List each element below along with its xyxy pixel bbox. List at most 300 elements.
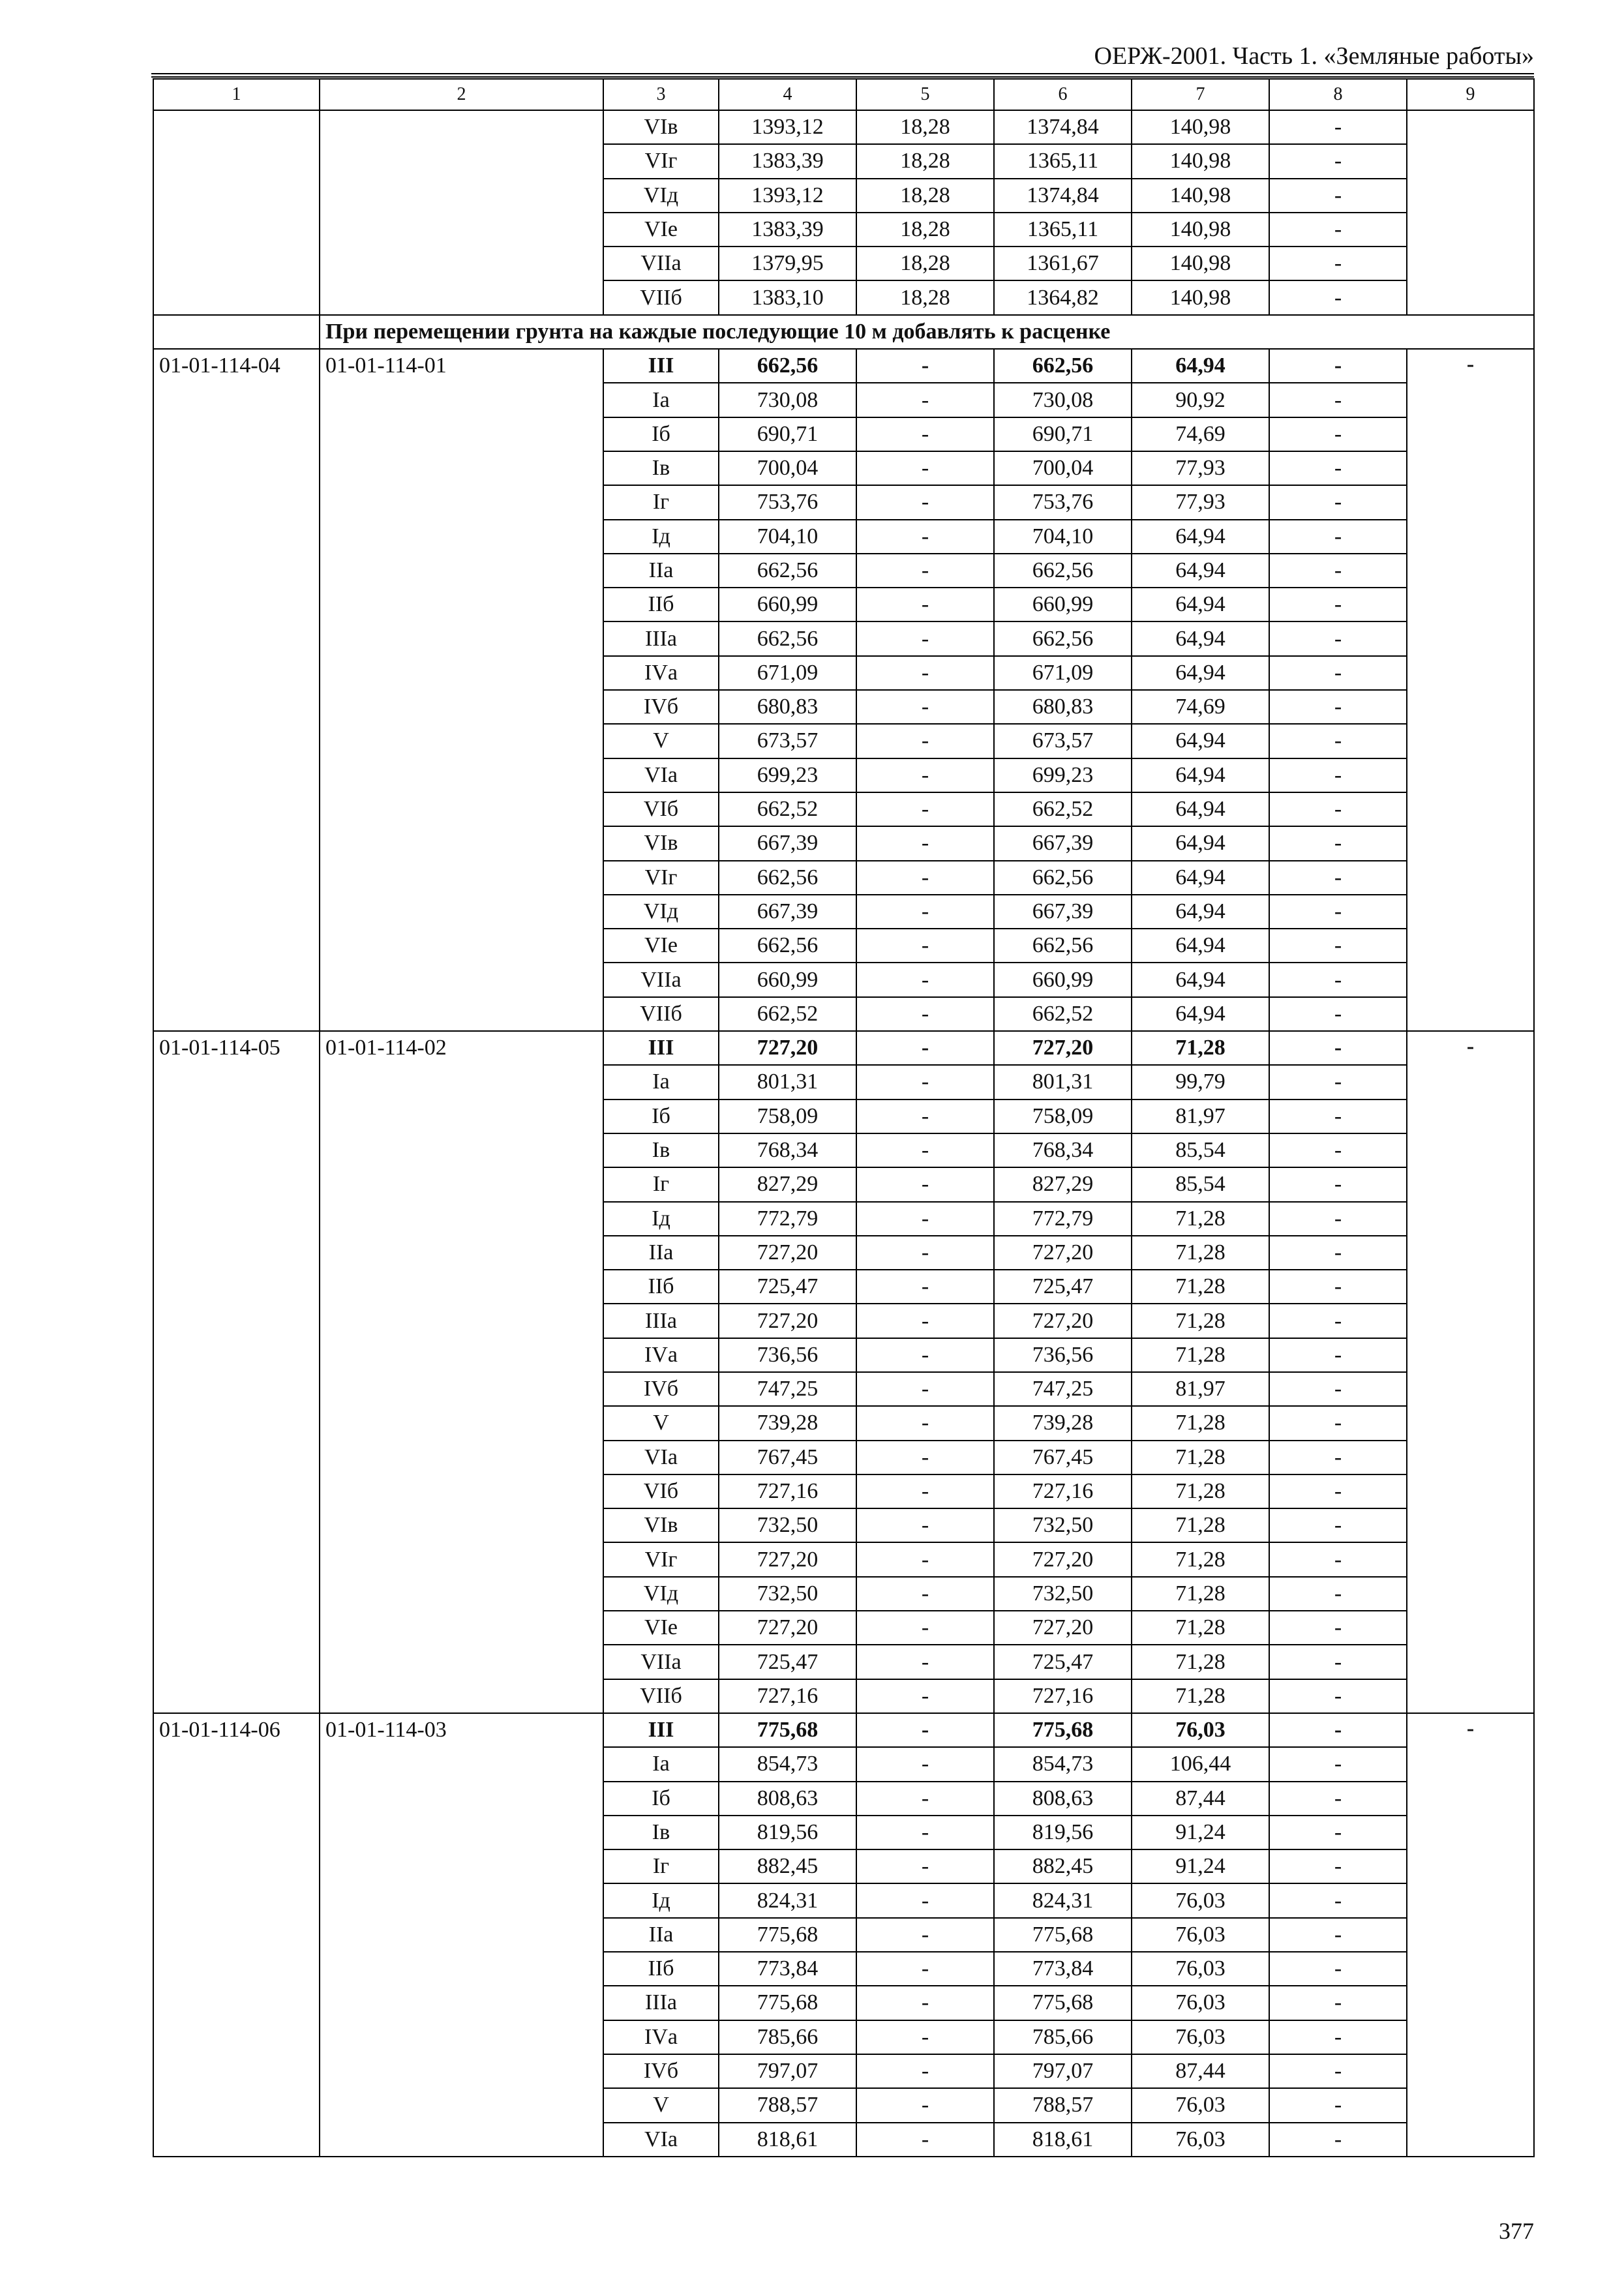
column-number: 7 <box>1132 79 1269 110</box>
value-cell-8: - <box>1269 451 1407 485</box>
value-cell-5: - <box>856 2020 994 2054</box>
value-cell-7: 81,97 <box>1132 1372 1269 1406</box>
value-cell-8: - <box>1269 247 1407 280</box>
value-cell-7: 76,03 <box>1132 1952 1269 1986</box>
value-cell-7: 71,28 <box>1132 1202 1269 1236</box>
table-row-main <box>153 1713 1534 1747</box>
value-cell-5: - <box>856 1304 994 1338</box>
value-cell-7: 74,69 <box>1132 417 1269 451</box>
value-cell-7: 76,03 <box>1132 2088 1269 2122</box>
value-cell-6: 753,76 <box>994 485 1132 519</box>
value-cell-4: 739,28 <box>719 1406 856 1440</box>
value-cell-7: 76,03 <box>1132 2123 1269 2157</box>
value-cell-5: - <box>856 1611 994 1645</box>
value-cell-5: - <box>856 485 994 519</box>
value-cell-6: 730,08 <box>994 383 1132 417</box>
soil-group-cell: IVб <box>603 690 719 724</box>
soil-group-cell: VIд <box>603 1577 719 1611</box>
value-cell-8: - <box>1269 485 1407 519</box>
soil-group-cell: IIб <box>603 588 719 621</box>
value-cell-6: 699,23 <box>994 758 1132 792</box>
value-cell-4: 747,25 <box>719 1372 856 1406</box>
soil-group-cell: Iв <box>603 451 719 485</box>
soil-group-cell: Iв <box>603 1133 719 1167</box>
value-cell-5: - <box>856 963 994 996</box>
column-number: 6 <box>994 79 1132 110</box>
value-cell-5: 18,28 <box>856 247 994 280</box>
soil-group-cell: Iа <box>603 383 719 417</box>
value-cell-4: 727,20 <box>719 1236 856 1270</box>
value-cell-6: 671,09 <box>994 656 1132 690</box>
value-cell-5: - <box>856 929 994 963</box>
value-cell-8: - <box>1269 1645 1407 1679</box>
column-number: 5 <box>856 79 994 110</box>
value-cell-5: - <box>856 1167 994 1201</box>
soil-group-cell: IIа <box>603 1236 719 1270</box>
value-cell-6: 773,84 <box>994 1952 1132 1986</box>
value-cell-4: 772,79 <box>719 1202 856 1236</box>
soil-group-cell: VIIа <box>603 1645 719 1679</box>
soil-group-cell: VIа <box>603 2123 719 2157</box>
value-cell-5: - <box>856 861 994 895</box>
value-cell-7: 64,94 <box>1132 588 1269 621</box>
value-cell-7: 77,93 <box>1132 451 1269 485</box>
soil-group-cell: Iг <box>603 1167 719 1201</box>
value-cell-5: - <box>856 1133 994 1167</box>
soil-group-cell: VIг <box>603 144 719 178</box>
value-cell-4: 725,47 <box>719 1270 856 1304</box>
value-cell-4: 673,57 <box>719 724 856 758</box>
rate-code-cell: 01-01-114-05 <box>153 1031 320 1713</box>
value-cell-6: 732,50 <box>994 1508 1132 1542</box>
soil-group-cell: VIв <box>603 1508 719 1542</box>
value-cell-7: 64,94 <box>1132 895 1269 929</box>
soil-group-cell: IVб <box>603 2054 719 2088</box>
value-cell-4: 660,99 <box>719 963 856 996</box>
value-cell-8: - <box>1269 1883 1407 1917</box>
value-cell-4: 1383,39 <box>719 144 856 178</box>
value-cell-6: 747,25 <box>994 1372 1132 1406</box>
value-cell-4: 727,20 <box>719 1304 856 1338</box>
value-cell-7: 71,28 <box>1132 1236 1269 1270</box>
value-cell-7: 64,94 <box>1132 554 1269 588</box>
value-cell-8: - <box>1269 1304 1407 1338</box>
base-cell-empty <box>320 110 603 315</box>
value-cell-8: - <box>1269 280 1407 314</box>
soil-group-cell: VIIа <box>603 247 719 280</box>
value-cell-4: 788,57 <box>719 2088 856 2122</box>
value-cell-6: 827,29 <box>994 1167 1132 1201</box>
value-cell-7: 64,94 <box>1132 929 1269 963</box>
value-cell-5: - <box>856 1406 994 1440</box>
value-cell-8: - <box>1269 1065 1407 1099</box>
value-cell-5: - <box>856 1849 994 1883</box>
value-cell-8: - <box>1269 1577 1407 1611</box>
value-cell-8: - <box>1269 1849 1407 1883</box>
base-rate-code-cell: 01-01-114-01 <box>320 349 603 1031</box>
value-cell-6: 727,20 <box>994 1236 1132 1270</box>
column-number-row <box>153 79 1534 110</box>
column-number: 1 <box>153 79 320 110</box>
value-cell-6: 772,79 <box>994 1202 1132 1236</box>
col9-cell-empty <box>1407 110 1534 315</box>
section-title: При перемещении грунта на каждые последующие 10 м добавлять к расценке <box>320 315 1534 349</box>
value-cell-4: 662,52 <box>719 792 856 826</box>
value-cell-8: - <box>1269 2020 1407 2054</box>
value-cell-8: - <box>1269 792 1407 826</box>
value-cell-8: - <box>1269 144 1407 178</box>
value-cell-6: 700,04 <box>994 451 1132 485</box>
header-rule <box>151 76 1534 78</box>
soil-group-cell: Iд <box>603 1202 719 1236</box>
value-cell-7: 64,94 <box>1132 349 1269 383</box>
value-cell-7: 87,44 <box>1132 1782 1269 1816</box>
soil-group-cell: VIе <box>603 1611 719 1645</box>
value-cell-8: - <box>1269 1338 1407 1372</box>
soil-group-cell: IVа <box>603 656 719 690</box>
value-cell-6: 736,56 <box>994 1338 1132 1372</box>
value-cell-8: - <box>1269 1441 1407 1474</box>
value-cell-7: 140,98 <box>1132 179 1269 213</box>
value-cell-6: 1364,82 <box>994 280 1132 314</box>
value-cell-8: - <box>1269 383 1407 417</box>
value-cell-7: 76,03 <box>1132 1883 1269 1917</box>
soil-group-cell: V <box>603 2088 719 2122</box>
soil-group-cell: Iв <box>603 1816 719 1849</box>
value-cell-7: 85,54 <box>1132 1167 1269 1201</box>
value-cell-8: - <box>1269 110 1407 144</box>
rate-code-cell: 01-01-114-04 <box>153 349 320 1031</box>
value-cell-7: 71,28 <box>1132 1406 1269 1440</box>
value-cell-6: 768,34 <box>994 1133 1132 1167</box>
rates-table <box>153 78 1535 2157</box>
value-cell-4: 773,84 <box>719 1952 856 1986</box>
value-cell-6: 818,61 <box>994 2123 1132 2157</box>
value-cell-6: 662,52 <box>994 792 1132 826</box>
value-cell-5: - <box>856 417 994 451</box>
column-number: 8 <box>1269 79 1407 110</box>
value-cell-7: 140,98 <box>1132 247 1269 280</box>
soil-group-cell: VIIб <box>603 280 719 314</box>
value-cell-7: 76,03 <box>1132 2020 1269 2054</box>
soil-group-cell: VIв <box>603 826 719 860</box>
value-cell-7: 81,97 <box>1132 1100 1269 1133</box>
soil-group-cell: Iа <box>603 1747 719 1781</box>
value-cell-5: - <box>856 1747 994 1781</box>
value-cell-5: - <box>856 383 994 417</box>
value-cell-4: 699,23 <box>719 758 856 792</box>
value-cell-4: 680,83 <box>719 690 856 724</box>
soil-group-cell: VIе <box>603 929 719 963</box>
table-row <box>153 110 1534 144</box>
soil-group-cell: VIг <box>603 861 719 895</box>
value-cell-4: 662,56 <box>719 349 856 383</box>
value-cell-8: - <box>1269 349 1407 383</box>
value-cell-4: 1393,12 <box>719 179 856 213</box>
value-cell-8: - <box>1269 1167 1407 1201</box>
value-cell-8: - <box>1269 656 1407 690</box>
value-cell-4: 727,16 <box>719 1679 856 1713</box>
page-number: 377 <box>1499 2218 1534 2244</box>
value-cell-4: 775,68 <box>719 1986 856 2020</box>
soil-group-cell: III <box>603 349 719 383</box>
value-cell-4: 824,31 <box>719 1883 856 1917</box>
column-number: 3 <box>603 79 719 110</box>
value-cell-5: - <box>856 1713 994 1747</box>
value-cell-8: - <box>1269 690 1407 724</box>
value-cell-4: 732,50 <box>719 1508 856 1542</box>
value-cell-6: 824,31 <box>994 1883 1132 1917</box>
value-cell-5: - <box>856 554 994 588</box>
soil-group-cell: IVа <box>603 1338 719 1372</box>
value-cell-7: 71,28 <box>1132 1611 1269 1645</box>
value-cell-5: - <box>856 1100 994 1133</box>
value-cell-6: 1361,67 <box>994 247 1132 280</box>
value-cell-6: 662,56 <box>994 621 1132 655</box>
value-cell-8: - <box>1269 1372 1407 1406</box>
value-cell-8: - <box>1269 1100 1407 1133</box>
value-cell-7: 64,94 <box>1132 621 1269 655</box>
soil-group-cell: VIд <box>603 179 719 213</box>
value-cell-7: 140,98 <box>1132 280 1269 314</box>
value-cell-7: 71,28 <box>1132 1577 1269 1611</box>
value-cell-5: - <box>856 1236 994 1270</box>
value-cell-8: - <box>1269 2088 1407 2122</box>
value-cell-5: - <box>856 1270 994 1304</box>
value-cell-7: 74,69 <box>1132 690 1269 724</box>
soil-group-cell: IIб <box>603 1952 719 1986</box>
value-cell-7: 64,94 <box>1132 758 1269 792</box>
soil-group-cell: IIб <box>603 1270 719 1304</box>
value-cell-4: 758,09 <box>719 1100 856 1133</box>
soil-group-cell: VIа <box>603 1441 719 1474</box>
soil-group-cell: Iа <box>603 1065 719 1099</box>
value-cell-4: 667,39 <box>719 895 856 929</box>
value-cell-6: 727,16 <box>994 1679 1132 1713</box>
value-cell-4: 736,56 <box>719 1338 856 1372</box>
value-cell-5: - <box>856 349 994 383</box>
value-cell-8: - <box>1269 213 1407 247</box>
value-cell-5: 18,28 <box>856 144 994 178</box>
table-row-main <box>153 1031 1534 1065</box>
value-cell-4: 775,68 <box>719 1713 856 1747</box>
value-cell-6: 725,47 <box>994 1270 1132 1304</box>
value-cell-4: 727,20 <box>719 1031 856 1065</box>
value-cell-5: - <box>856 1065 994 1099</box>
value-cell-8: - <box>1269 1986 1407 2020</box>
value-cell-5: - <box>856 690 994 724</box>
base-rate-code-cell: 01-01-114-02 <box>320 1031 603 1713</box>
value-cell-4: 732,50 <box>719 1577 856 1611</box>
value-cell-8: - <box>1269 417 1407 451</box>
value-cell-7: 140,98 <box>1132 110 1269 144</box>
value-cell-5: - <box>856 451 994 485</box>
value-cell-5: - <box>856 1508 994 1542</box>
value-cell-5: 18,28 <box>856 280 994 314</box>
value-cell-7: 71,28 <box>1132 1645 1269 1679</box>
value-cell-8: - <box>1269 1406 1407 1440</box>
value-cell-5: - <box>856 1542 994 1576</box>
section-title-spacer <box>153 315 320 349</box>
col9-cell: - <box>1407 1031 1534 1713</box>
value-cell-6: 808,63 <box>994 1782 1132 1816</box>
value-cell-8: - <box>1269 1031 1407 1065</box>
value-cell-5: - <box>856 2054 994 2088</box>
value-cell-4: 785,66 <box>719 2020 856 2054</box>
value-cell-8: - <box>1269 1236 1407 1270</box>
value-cell-7: 71,28 <box>1132 1270 1269 1304</box>
value-cell-5: - <box>856 1202 994 1236</box>
value-cell-8: - <box>1269 724 1407 758</box>
value-cell-7: 90,92 <box>1132 383 1269 417</box>
soil-group-cell: VIIб <box>603 1679 719 1713</box>
value-cell-6: 819,56 <box>994 1816 1132 1849</box>
value-cell-8: - <box>1269 758 1407 792</box>
value-cell-6: 732,50 <box>994 1577 1132 1611</box>
soil-group-cell: III <box>603 1031 719 1065</box>
value-cell-5: - <box>856 895 994 929</box>
value-cell-6: 775,68 <box>994 1986 1132 2020</box>
value-cell-5: - <box>856 520 994 554</box>
value-cell-6: 662,56 <box>994 554 1132 588</box>
value-cell-6: 727,16 <box>994 1474 1132 1508</box>
value-cell-6: 788,57 <box>994 2088 1132 2122</box>
value-cell-8: - <box>1269 1952 1407 1986</box>
rate-code-cell: 01-01-114-06 <box>153 1713 320 2157</box>
value-cell-4: 700,04 <box>719 451 856 485</box>
value-cell-5: - <box>856 1441 994 1474</box>
value-cell-8: - <box>1269 2054 1407 2088</box>
value-cell-6: 662,56 <box>994 861 1132 895</box>
value-cell-5: - <box>856 1474 994 1508</box>
soil-group-cell: V <box>603 724 719 758</box>
value-cell-8: - <box>1269 2123 1407 2157</box>
soil-group-cell: Iд <box>603 1883 719 1917</box>
value-cell-8: - <box>1269 1611 1407 1645</box>
value-cell-7: 76,03 <box>1132 1713 1269 1747</box>
value-cell-8: - <box>1269 997 1407 1031</box>
value-cell-7: 85,54 <box>1132 1133 1269 1167</box>
value-cell-5: - <box>856 2123 994 2157</box>
value-cell-7: 99,79 <box>1132 1065 1269 1099</box>
col9-cell: - <box>1407 1713 1534 2157</box>
value-cell-5: - <box>856 656 994 690</box>
value-cell-8: - <box>1269 1747 1407 1781</box>
soil-group-cell: VIг <box>603 1542 719 1576</box>
value-cell-8: - <box>1269 963 1407 996</box>
base-rate-code-cell: 01-01-114-03 <box>320 1713 603 2157</box>
value-cell-6: 680,83 <box>994 690 1132 724</box>
value-cell-7: 64,94 <box>1132 656 1269 690</box>
value-cell-4: 690,71 <box>719 417 856 451</box>
value-cell-7: 71,28 <box>1132 1441 1269 1474</box>
value-cell-4: 768,34 <box>719 1133 856 1167</box>
table-row-main <box>153 349 1534 383</box>
page-header: ОЕРЖ-2001. Часть 1. «Земляные работы» <box>1094 42 1534 70</box>
value-cell-8: - <box>1269 1918 1407 1952</box>
column-number: 2 <box>320 79 603 110</box>
value-cell-8: - <box>1269 1474 1407 1508</box>
value-cell-7: 64,94 <box>1132 792 1269 826</box>
value-cell-6: 673,57 <box>994 724 1132 758</box>
value-cell-4: 1383,10 <box>719 280 856 314</box>
value-cell-6: 767,45 <box>994 1441 1132 1474</box>
value-cell-5: - <box>856 1986 994 2020</box>
section-title-row <box>153 315 1534 349</box>
value-cell-5: - <box>856 1338 994 1372</box>
value-cell-5: - <box>856 1952 994 1986</box>
soil-group-cell: VIа <box>603 758 719 792</box>
value-cell-8: - <box>1269 554 1407 588</box>
value-cell-7: 76,03 <box>1132 1918 1269 1952</box>
value-cell-7: 87,44 <box>1132 2054 1269 2088</box>
value-cell-4: 660,99 <box>719 588 856 621</box>
value-cell-5: - <box>856 2088 994 2122</box>
value-cell-5: - <box>856 1645 994 1679</box>
value-cell-4: 1383,39 <box>719 213 856 247</box>
value-cell-8: - <box>1269 179 1407 213</box>
value-cell-5: - <box>856 1782 994 1816</box>
value-cell-8: - <box>1269 1542 1407 1576</box>
value-cell-4: 818,61 <box>719 2123 856 2157</box>
value-cell-7: 64,94 <box>1132 724 1269 758</box>
value-cell-8: - <box>1269 1816 1407 1849</box>
soil-group-cell: Iб <box>603 1100 719 1133</box>
value-cell-5: - <box>856 1883 994 1917</box>
value-cell-4: 662,56 <box>719 621 856 655</box>
value-cell-7: 91,24 <box>1132 1849 1269 1883</box>
soil-group-cell: VIб <box>603 792 719 826</box>
value-cell-4: 797,07 <box>719 2054 856 2088</box>
value-cell-4: 727,20 <box>719 1542 856 1576</box>
value-cell-6: 758,09 <box>994 1100 1132 1133</box>
value-cell-6: 667,39 <box>994 826 1132 860</box>
value-cell-7: 71,28 <box>1132 1542 1269 1576</box>
value-cell-4: 671,09 <box>719 656 856 690</box>
value-cell-7: 91,24 <box>1132 1816 1269 1849</box>
soil-group-cell: VIIб <box>603 997 719 1031</box>
soil-group-cell: IIIа <box>603 1986 719 2020</box>
value-cell-8: - <box>1269 1133 1407 1167</box>
value-cell-4: 801,31 <box>719 1065 856 1099</box>
value-cell-7: 64,94 <box>1132 963 1269 996</box>
value-cell-4: 730,08 <box>719 383 856 417</box>
soil-group-cell: Iд <box>603 520 719 554</box>
value-cell-4: 1379,95 <box>719 247 856 280</box>
value-cell-4: 662,56 <box>719 554 856 588</box>
value-cell-6: 727,20 <box>994 1304 1132 1338</box>
value-cell-4: 767,45 <box>719 1441 856 1474</box>
value-cell-4: 662,56 <box>719 861 856 895</box>
value-cell-6: 725,47 <box>994 1645 1132 1679</box>
value-cell-4: 662,52 <box>719 997 856 1031</box>
value-cell-8: - <box>1269 861 1407 895</box>
value-cell-7: 64,94 <box>1132 997 1269 1031</box>
soil-group-cell: IIа <box>603 554 719 588</box>
soil-group-cell: IIIа <box>603 1304 719 1338</box>
value-cell-4: 727,16 <box>719 1474 856 1508</box>
value-cell-4: 775,68 <box>719 1918 856 1952</box>
value-cell-7: 71,28 <box>1132 1031 1269 1065</box>
soil-group-cell: IVб <box>603 1372 719 1406</box>
value-cell-4: 727,20 <box>719 1611 856 1645</box>
value-cell-5: - <box>856 792 994 826</box>
value-cell-4: 662,56 <box>719 929 856 963</box>
value-cell-8: - <box>1269 588 1407 621</box>
value-cell-6: 727,20 <box>994 1611 1132 1645</box>
soil-group-cell: IIа <box>603 1918 719 1952</box>
value-cell-5: - <box>856 997 994 1031</box>
